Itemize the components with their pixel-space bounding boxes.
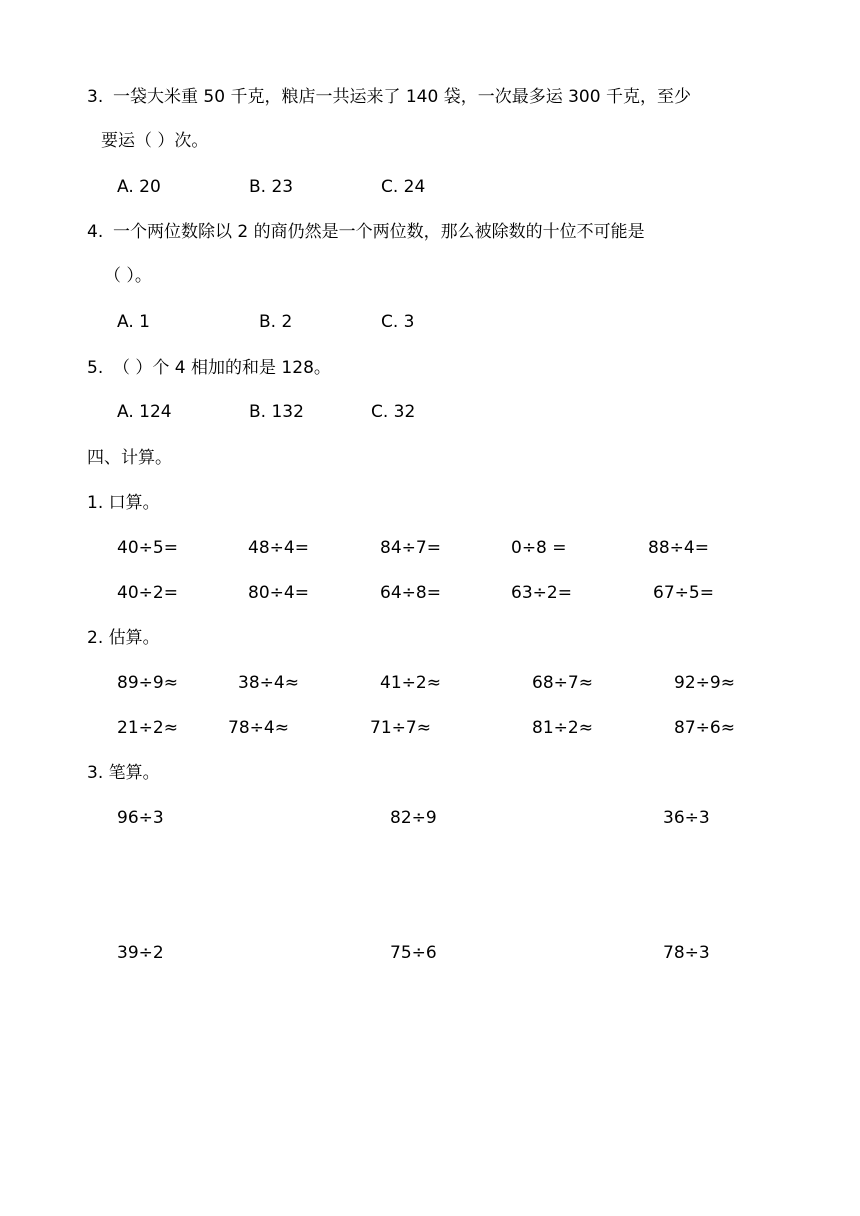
q5-number: 5. <box>87 358 104 378</box>
estimate-problem: 41÷2≈ <box>380 673 441 693</box>
written-problem: 96÷3 <box>117 808 164 828</box>
q4-number: 4. <box>87 222 104 242</box>
section-title: 四、计算。 <box>87 448 172 468</box>
oral-problem: 0÷8 = <box>511 538 567 558</box>
oral-problem: 84÷7= <box>380 538 441 558</box>
estimate-problem: 38÷4≈ <box>238 673 299 693</box>
oral-label: 1. 口算。 <box>87 493 160 513</box>
q4-text-line2: （ ）。 <box>104 266 152 286</box>
estimate-problem: 68÷7≈ <box>532 673 593 693</box>
written-problem: 39÷2 <box>117 943 164 963</box>
estimate-problem: 71÷7≈ <box>370 718 431 738</box>
oral-problem: 40÷2= <box>117 583 178 603</box>
q4-option-b: B. 2 <box>259 312 293 332</box>
written-problem: 75÷6 <box>390 943 437 963</box>
q4-option-c: C. 3 <box>381 312 415 332</box>
oral-problem: 67÷5= <box>653 583 714 603</box>
q3-option-c: C. 24 <box>381 177 426 197</box>
q5-option-a: A. 124 <box>117 402 172 422</box>
oral-problem: 64÷8= <box>380 583 441 603</box>
q3-text-line1: 一袋大米重 50 千克，粮店一共运来了 140 袋，一次最多运 300 千克，至少 <box>113 87 691 107</box>
written-problem: 36÷3 <box>663 808 710 828</box>
oral-problem: 88÷4= <box>648 538 709 558</box>
estimate-problem: 89÷9≈ <box>117 673 178 693</box>
q3-option-a: A. 20 <box>117 177 161 197</box>
q3-text-line2: 要运（ ）次。 <box>101 131 209 151</box>
estimate-problem: 92÷9≈ <box>674 673 735 693</box>
oral-problem: 40÷5= <box>117 538 178 558</box>
written-problem: 78÷3 <box>663 943 710 963</box>
oral-problem: 80÷4= <box>248 583 309 603</box>
estimate-problem: 21÷2≈ <box>117 718 178 738</box>
oral-problem: 63÷2= <box>511 583 572 603</box>
q3-number: 3. <box>87 87 104 107</box>
q5-option-b: B. 132 <box>249 402 304 422</box>
q3-option-b: B. 23 <box>249 177 294 197</box>
estimate-label: 2. 估算。 <box>87 628 160 648</box>
q5-text-line1: （ ）个 4 相加的和是 128。 <box>113 358 331 378</box>
q4-text-line1: 一个两位数除以 2 的商仍然是一个两位数，那么被除数的十位不可能是 <box>113 222 645 242</box>
q4-option-a: A. 1 <box>117 312 150 332</box>
written-label: 3. 笔算。 <box>87 763 160 783</box>
estimate-problem: 78÷4≈ <box>228 718 289 738</box>
estimate-problem: 81÷2≈ <box>532 718 593 738</box>
written-problem: 82÷9 <box>390 808 437 828</box>
q5-option-c: C. 32 <box>371 402 416 422</box>
estimate-problem: 87÷6≈ <box>674 718 735 738</box>
oral-problem: 48÷4= <box>248 538 309 558</box>
